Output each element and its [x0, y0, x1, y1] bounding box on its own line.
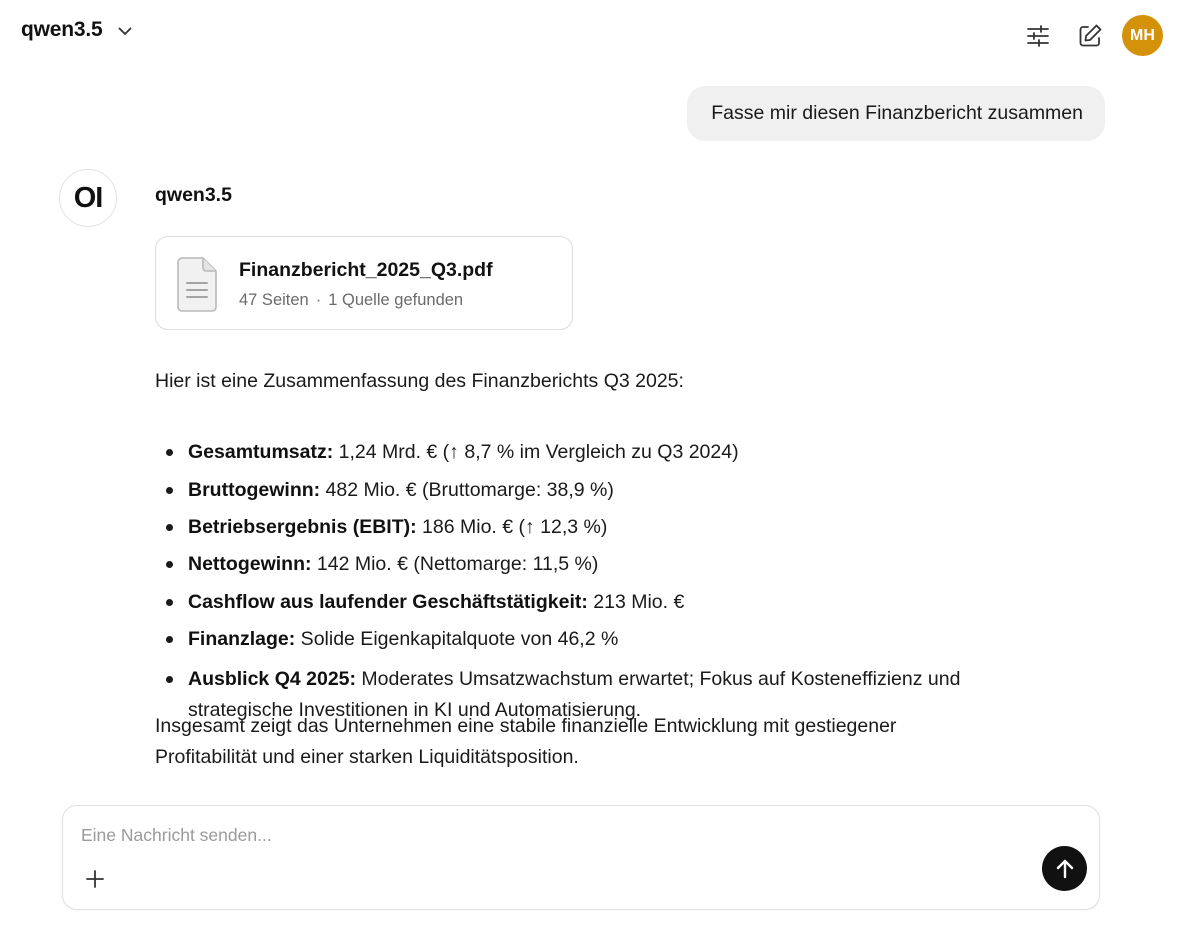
plus-icon: [85, 869, 105, 889]
item-label: Bruttogewinn:: [188, 479, 321, 501]
add-attachment-button[interactable]: [82, 866, 108, 892]
user-message-text: Fasse mir diesen Finanzbericht zusammen: [711, 102, 1083, 124]
item-text: 1,24 Mrd. € (↑ 8,7 % im Vergleich zu Q3 2024): [333, 441, 739, 463]
file-meta: [239, 291, 463, 310]
list-item: [155, 624, 965, 655]
bullet: [166, 599, 173, 606]
bullet: [166, 636, 173, 643]
settings-button[interactable]: [1018, 16, 1058, 56]
model-name: qwen3.5: [21, 18, 103, 41]
file-sources: 1 Quelle gefunden: [328, 291, 464, 309]
item-text: 142 Mio. € (Nettomarge: 11,5 %): [311, 553, 599, 575]
file-name: Finanzbericht_2025_Q3.pdf: [239, 259, 493, 281]
item-label: Finanzlage:: [188, 628, 296, 650]
bullet: [166, 524, 173, 531]
bullet: [166, 487, 173, 494]
assistant-name: qwen3.5: [155, 184, 232, 206]
send-button[interactable]: [1042, 846, 1087, 891]
user-message: [687, 86, 1105, 141]
edit-icon: [1077, 23, 1103, 49]
chevron-down-icon: [118, 27, 132, 36]
list-item: [155, 549, 965, 580]
list-item: [155, 512, 965, 543]
message-input[interactable]: [81, 822, 981, 848]
item-text: 186 Mio. € (↑ 12,3 %): [416, 516, 608, 538]
model-selector[interactable]: [21, 18, 132, 42]
bullet: [166, 676, 173, 683]
item-label: Betriebsergebnis (EBIT):: [188, 516, 417, 538]
assistant-avatar: OI: [59, 169, 117, 227]
bullet: [166, 561, 173, 568]
message-composer: [62, 805, 1100, 910]
arrow-up-icon: [1054, 858, 1076, 880]
meta-separator: ·: [315, 291, 322, 309]
item-text: 482 Mio. € (Bruttomarge: 38,9 %): [320, 479, 614, 501]
new-chat-button[interactable]: [1070, 16, 1110, 56]
item-text: Moderates Umsatzwachstum erwartet; Fokus auf Kosteneffizienz und strategische Investitionen in KI und Automatisierung.: [188, 668, 961, 721]
summary-outro: Insgesamt zeigt das Unternehmen eine stabile finanzielle Entwicklung mit gestiegener Profitabilität und einer starken Liquiditätsposition.: [155, 715, 897, 768]
item-label: Nettogewinn:: [188, 553, 312, 575]
list-item: [155, 475, 965, 506]
user-avatar[interactable]: MH: [1122, 15, 1163, 56]
file-pages: 47 Seiten: [239, 291, 309, 309]
item-text: 213 Mio. €: [587, 591, 685, 613]
item-label: Cashflow aus laufender Geschäftstätigkeit:: [188, 591, 588, 613]
item-label: Ausblick Q4 2025:: [188, 668, 356, 690]
item-text: Solide Eigenkapitalquote von 46,2 %: [295, 628, 619, 650]
item-label: Gesamtumsatz:: [188, 441, 334, 463]
list-item: [155, 437, 965, 468]
document-icon: [175, 256, 219, 317]
summary-intro: Hier ist eine Zusammenfassung des Finanzberichts Q3 2025:: [155, 370, 684, 392]
sliders-icon: [1026, 25, 1050, 47]
top-bar: [0, 0, 1187, 68]
file-attachment-card[interactable]: [155, 236, 573, 330]
header-actions: [1018, 15, 1163, 56]
assistant-message: [155, 368, 995, 768]
list-item: [155, 587, 965, 618]
bullet: [166, 449, 173, 456]
